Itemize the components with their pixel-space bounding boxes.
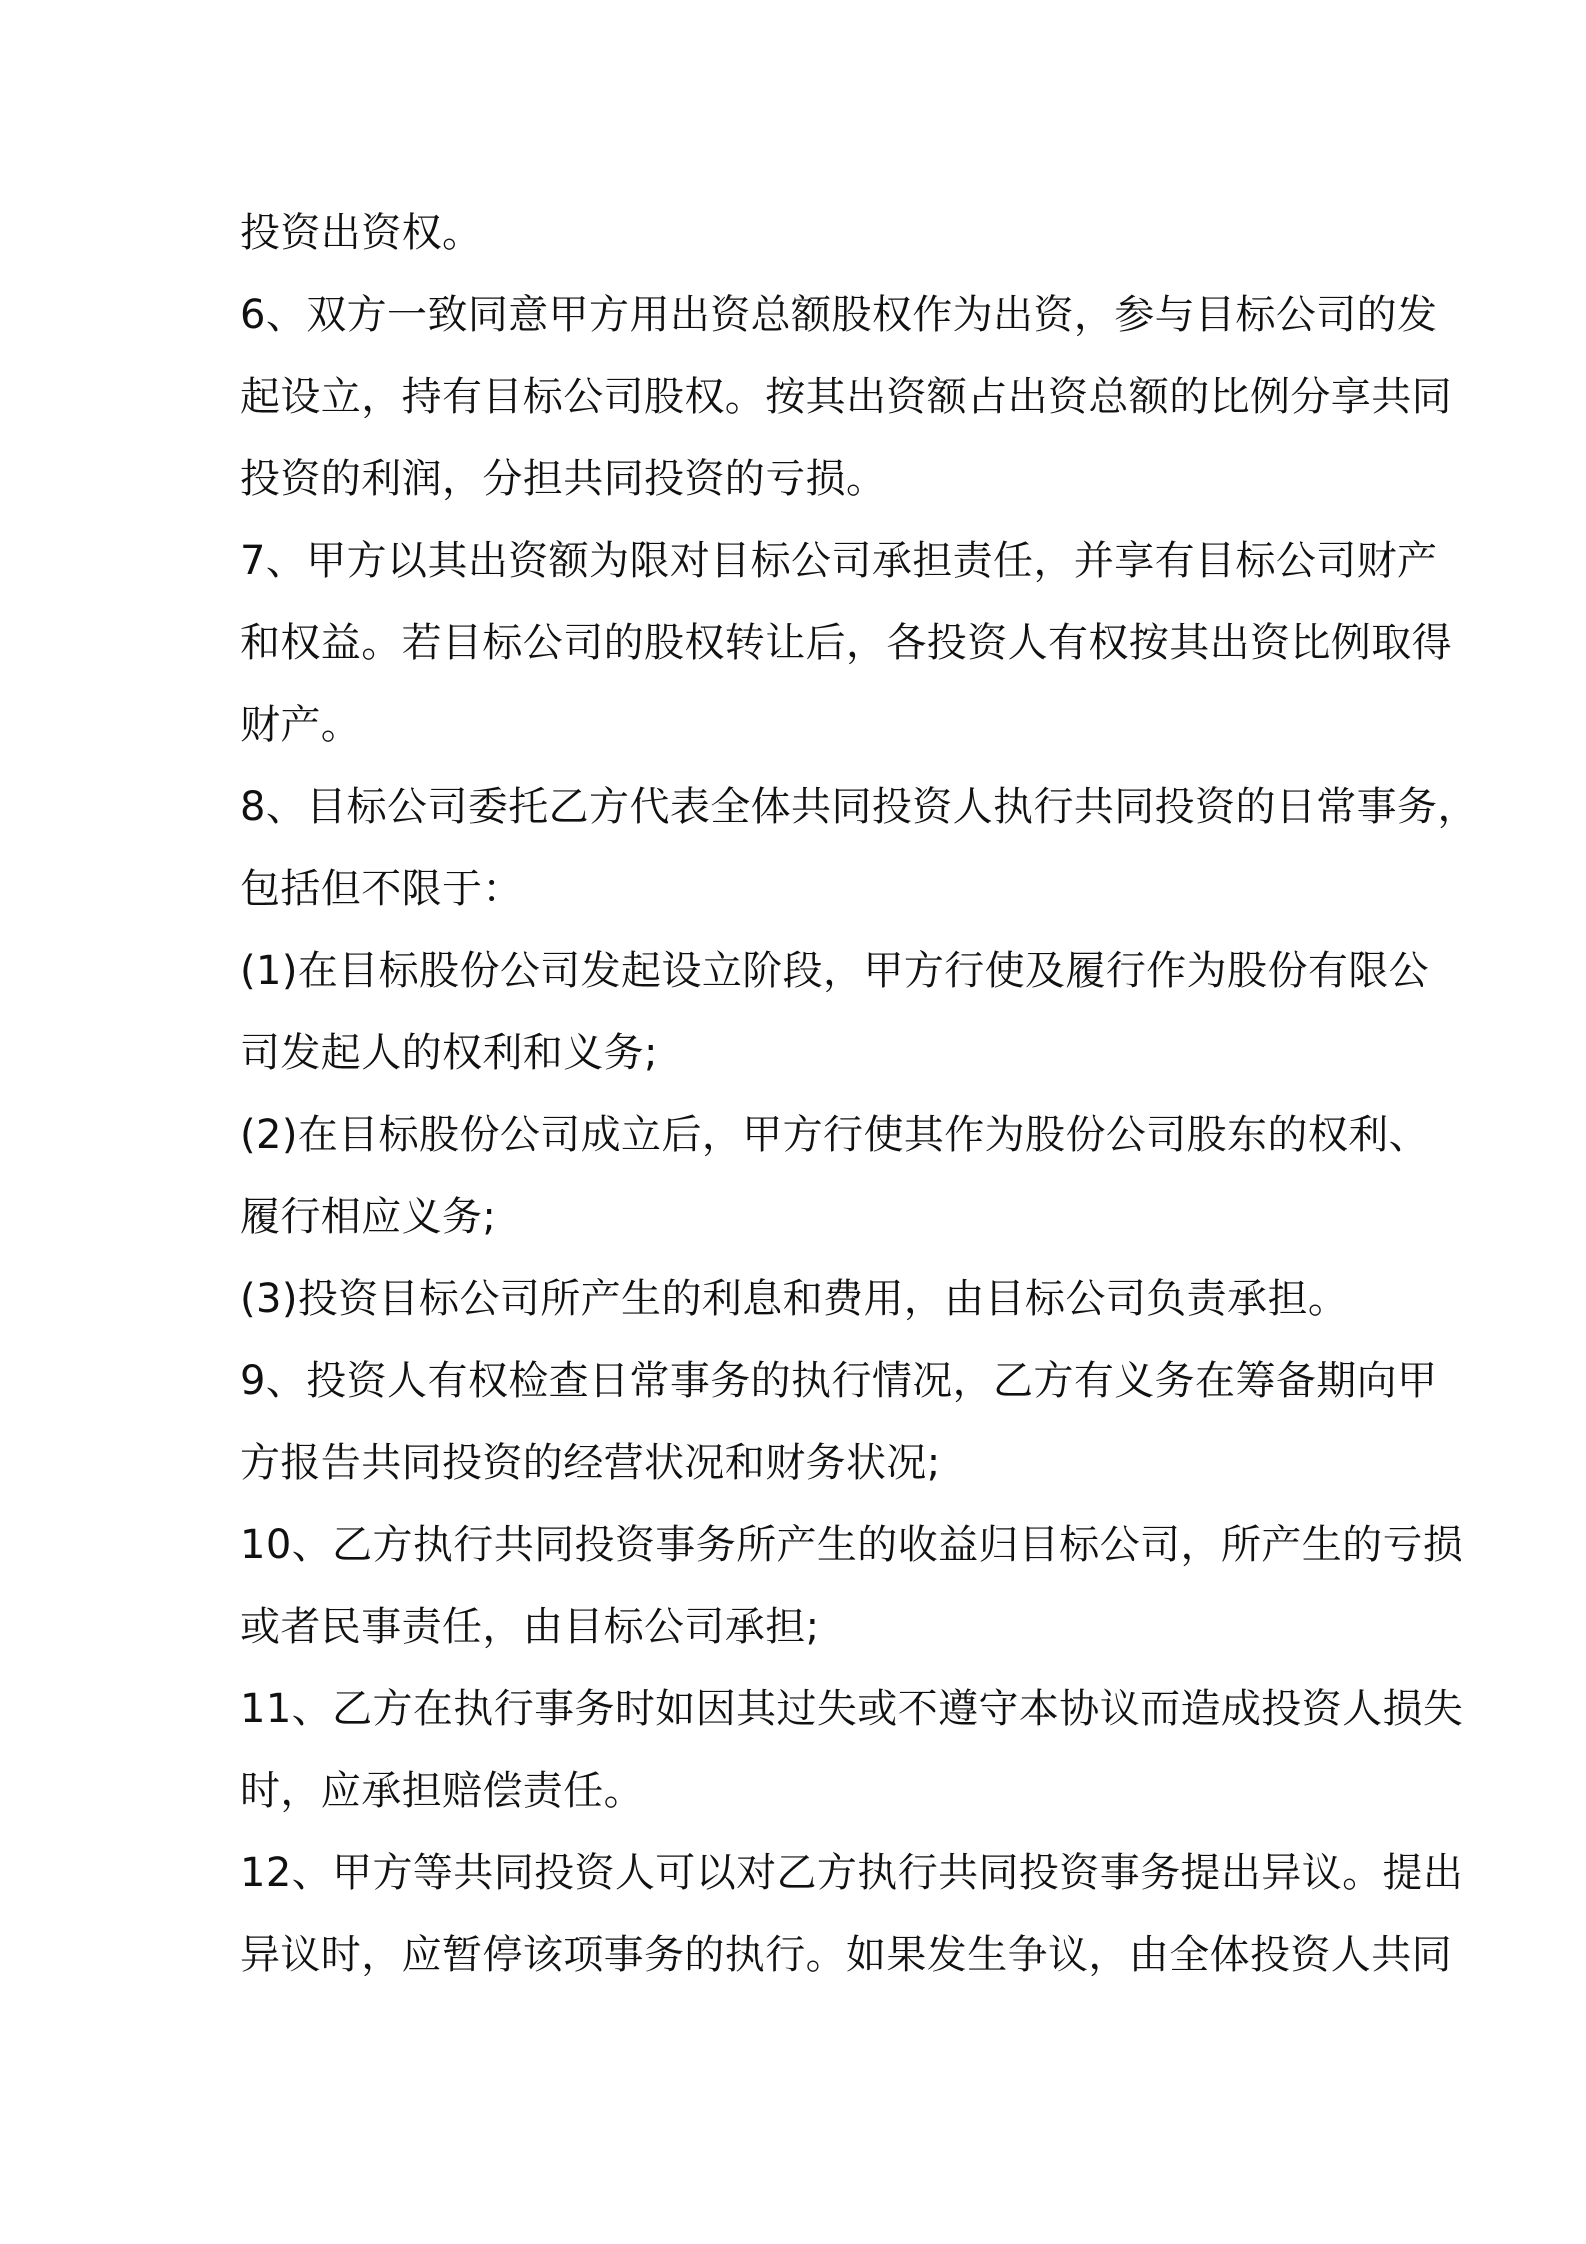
text-line: 起设立，持有目标公司股权。按其出资额占出资总额的比例分享共同 — [240, 374, 1452, 420]
text-line: 投资出资权。 — [240, 210, 483, 256]
text-line: 包括但不限于： — [240, 866, 523, 912]
text-line: 12、甲方等共同投资人可以对乙方执行共同投资事务提出异议。提出 — [240, 1850, 1464, 1896]
text-line: 司发起人的权利和义务; — [240, 1030, 658, 1076]
text-line: 或者民事责任，由目标公司承担; — [240, 1604, 820, 1650]
text-line: 财产。 — [240, 702, 362, 748]
text-line: 7、甲方以其出资额为限对目标公司承担责任，并享有目标公司财产 — [240, 538, 1438, 584]
text-line: 9、投资人有权检查日常事务的执行情况，乙方有义务在筹备期向甲 — [240, 1358, 1438, 1404]
text-line: 10、乙方执行共同投资事务所产生的收益归目标公司，所产生的亏损 — [240, 1522, 1464, 1568]
text-line: 8、目标公司委托乙方代表全体共同投资人执行共同投资的日常事务， — [240, 784, 1478, 830]
text-line: 和权益。若目标公司的股权转让后，各投资人有权按其出资比例取得 — [240, 620, 1452, 666]
document-body — [240, 192, 1478, 1996]
text-line: 履行相应义务; — [240, 1194, 497, 1240]
text-line: 异议时，应暂停该项事务的执行。如果发生争议，由全体投资人共同 — [240, 1932, 1452, 1978]
text-line: (1)在目标股份公司发起设立阶段，甲方行使及履行作为股份有限公 — [240, 948, 1430, 994]
text-line: (3)投资目标公司所产生的利息和费用，由目标公司负责承担。 — [240, 1276, 1349, 1322]
text-line: 时，应承担赔偿责任。 — [240, 1768, 644, 1814]
text-line: 方报告共同投资的经营状况和财务状况; — [240, 1440, 941, 1486]
text-line: 投资的利润，分担共同投资的亏损。 — [240, 456, 887, 502]
text-line: 6、双方一致同意甲方用出资总额股权作为出资，参与目标公司的发 — [240, 292, 1438, 338]
text-line: 11、乙方在执行事务时如因其过失或不遵守本协议而造成投资人损失 — [240, 1686, 1464, 1732]
text-line: (2)在目标股份公司成立后，甲方行使其作为股份公司股东的权利、 — [240, 1112, 1430, 1158]
